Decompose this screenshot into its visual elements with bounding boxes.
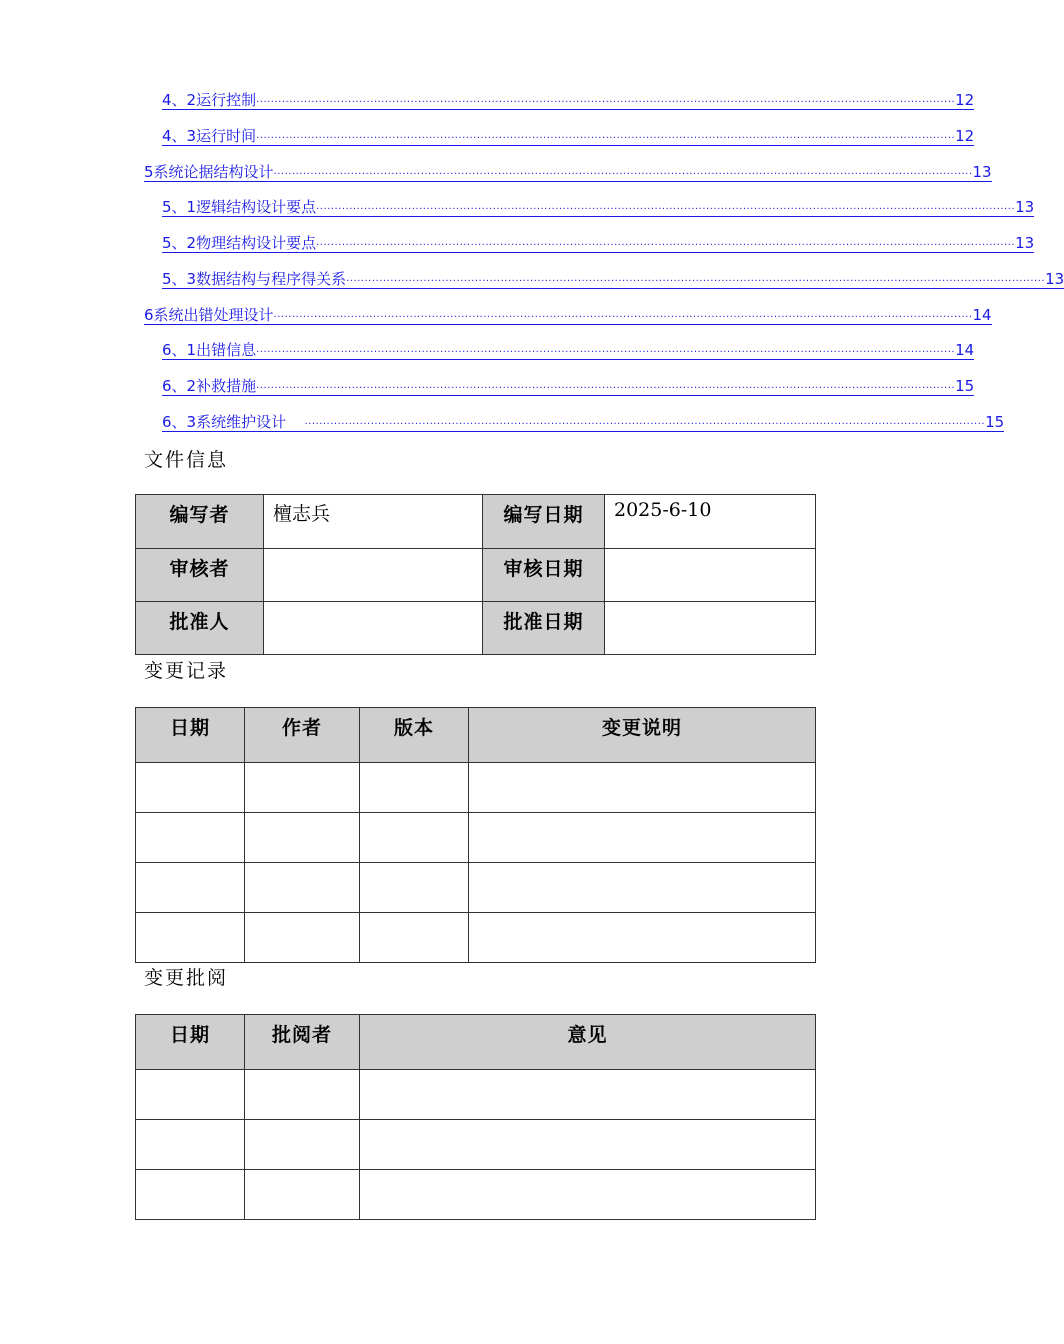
table-cell: [469, 813, 816, 863]
reviewer-value: [264, 549, 483, 602]
toc-entry-page: 15: [955, 377, 975, 395]
review-date-label: 审核日期: [483, 549, 605, 602]
author-label: 编写者: [136, 495, 264, 549]
toc-entry[interactable]: [162, 265, 1064, 289]
table-row: [136, 913, 816, 963]
toc-entry-title: 4、2运行控制: [162, 91, 257, 109]
toc-entry[interactable]: [162, 122, 975, 146]
toc-entry-title: 6、3系统维护设计: [162, 413, 287, 431]
toc-entry[interactable]: [162, 193, 1035, 217]
toc-entry-title: 5系统论据结构设计: [144, 163, 274, 181]
table-cell: [136, 1120, 245, 1170]
toc-entry-page: 12: [955, 127, 975, 145]
table-cell: [136, 1170, 245, 1220]
toc-entry-page: 13: [1045, 270, 1064, 288]
table-row: [136, 863, 816, 913]
table-cell: [360, 1170, 816, 1220]
table-cell: [360, 1070, 816, 1120]
table-cell: [245, 1170, 360, 1220]
table-cell: [360, 913, 469, 963]
table-row: [136, 1120, 816, 1170]
table-cell: [245, 913, 360, 963]
file-info-label: 文件信息: [144, 449, 229, 471]
author-date-label: 编写日期: [483, 495, 605, 549]
toc-entry[interactable]: [144, 158, 992, 182]
table-cell: [245, 1070, 360, 1120]
table-cell: [136, 863, 245, 913]
table-cell: [469, 863, 816, 913]
table-cell: [360, 813, 469, 863]
toc-entry-title: 6系统出错处理设计: [144, 306, 274, 324]
toc-entry-title: 6、2补救措施: [162, 377, 257, 395]
toc-entry-title: 5、2物理结构设计要点: [162, 234, 317, 252]
file-info-table: [135, 494, 816, 655]
toc-entry[interactable]: [162, 336, 975, 360]
toc-entry-page: 14: [955, 341, 975, 359]
table-cell: [136, 1070, 245, 1120]
toc-leader: ..............................................................................................................................................................................................: [256, 91, 955, 110]
table-cell: [360, 763, 469, 813]
toc-entry[interactable]: [144, 301, 992, 325]
toc-leader: ..............................................................................................................................................................................................: [256, 127, 955, 146]
change-review-header-date: 日期: [136, 1015, 245, 1070]
change-log-header-version: 版本: [360, 708, 469, 763]
reviewer-label: 审核者: [136, 549, 264, 602]
toc-entry-page: 15: [985, 413, 1005, 431]
table-row: [136, 763, 816, 813]
toc-leader: ..............................................................................................................................................................................................: [274, 163, 973, 182]
toc-leader: ..............................................................................................................................................................................................: [316, 198, 1015, 217]
toc-entry-title: 6、1出错信息: [162, 341, 257, 359]
toc-entry-page: 13: [972, 163, 992, 181]
toc-entry-page: 13: [1015, 234, 1035, 252]
toc-entry-page: 13: [1015, 198, 1035, 216]
toc-leader: ..............................................................................................................................................................................................: [274, 306, 973, 325]
change-log-label: 变更记录: [144, 660, 229, 682]
table-cell: [245, 763, 360, 813]
table-cell: [245, 1120, 360, 1170]
change-log-table: [135, 707, 816, 963]
toc-leader: ..............................................................................................................................................................................................: [316, 234, 1015, 253]
toc-leader: ..............................................................................................................................................................................................: [346, 270, 1045, 289]
author-date-value: 2025-6-10: [605, 495, 816, 549]
table-row: [136, 1070, 816, 1120]
table-row: [136, 813, 816, 863]
toc-leader: .........................................................................................................................................................................................: [286, 413, 985, 432]
table-cell: [469, 763, 816, 813]
toc-entry[interactable]: [162, 408, 1005, 432]
review-date-value: [605, 549, 816, 602]
table-cell: [469, 913, 816, 963]
change-review-label: 变更批阅: [144, 967, 229, 989]
table-cell: [136, 913, 245, 963]
change-log-header-description: 变更说明: [469, 708, 816, 763]
table-cell: [245, 813, 360, 863]
toc-entry[interactable]: [162, 229, 1035, 253]
toc-entry-title: 5、1逻辑结构设计要点: [162, 198, 317, 216]
change-review-table: [135, 1014, 816, 1220]
table-cell: [136, 813, 245, 863]
change-log-header-date: 日期: [136, 708, 245, 763]
toc-entry[interactable]: [162, 372, 975, 396]
approve-date-value: [605, 602, 816, 655]
toc-entry-title: 5、3数据结构与程序得关系: [162, 270, 347, 288]
toc-entry-page: 12: [955, 91, 975, 109]
toc-entry-title: 4、3运行时间: [162, 127, 257, 145]
change-review-header-reviewer: 批阅者: [245, 1015, 360, 1070]
approver-value: [264, 602, 483, 655]
toc-leader: ..............................................................................................................................................................................................: [256, 377, 955, 396]
toc-entry-page: 14: [972, 306, 992, 324]
table-cell: [360, 1120, 816, 1170]
change-log-header-author: 作者: [245, 708, 360, 763]
approver-label: 批准人: [136, 602, 264, 655]
change-review-header-opinion: 意见: [360, 1015, 816, 1070]
toc-entry[interactable]: [162, 86, 975, 110]
table-row: [136, 1170, 816, 1220]
author-value: 檀志兵: [264, 495, 483, 549]
approve-date-label: 批准日期: [483, 602, 605, 655]
table-cell: [136, 763, 245, 813]
table-cell: [245, 863, 360, 913]
table-cell: [360, 863, 469, 913]
toc-leader: ..............................................................................................................................................................................................: [256, 341, 955, 360]
